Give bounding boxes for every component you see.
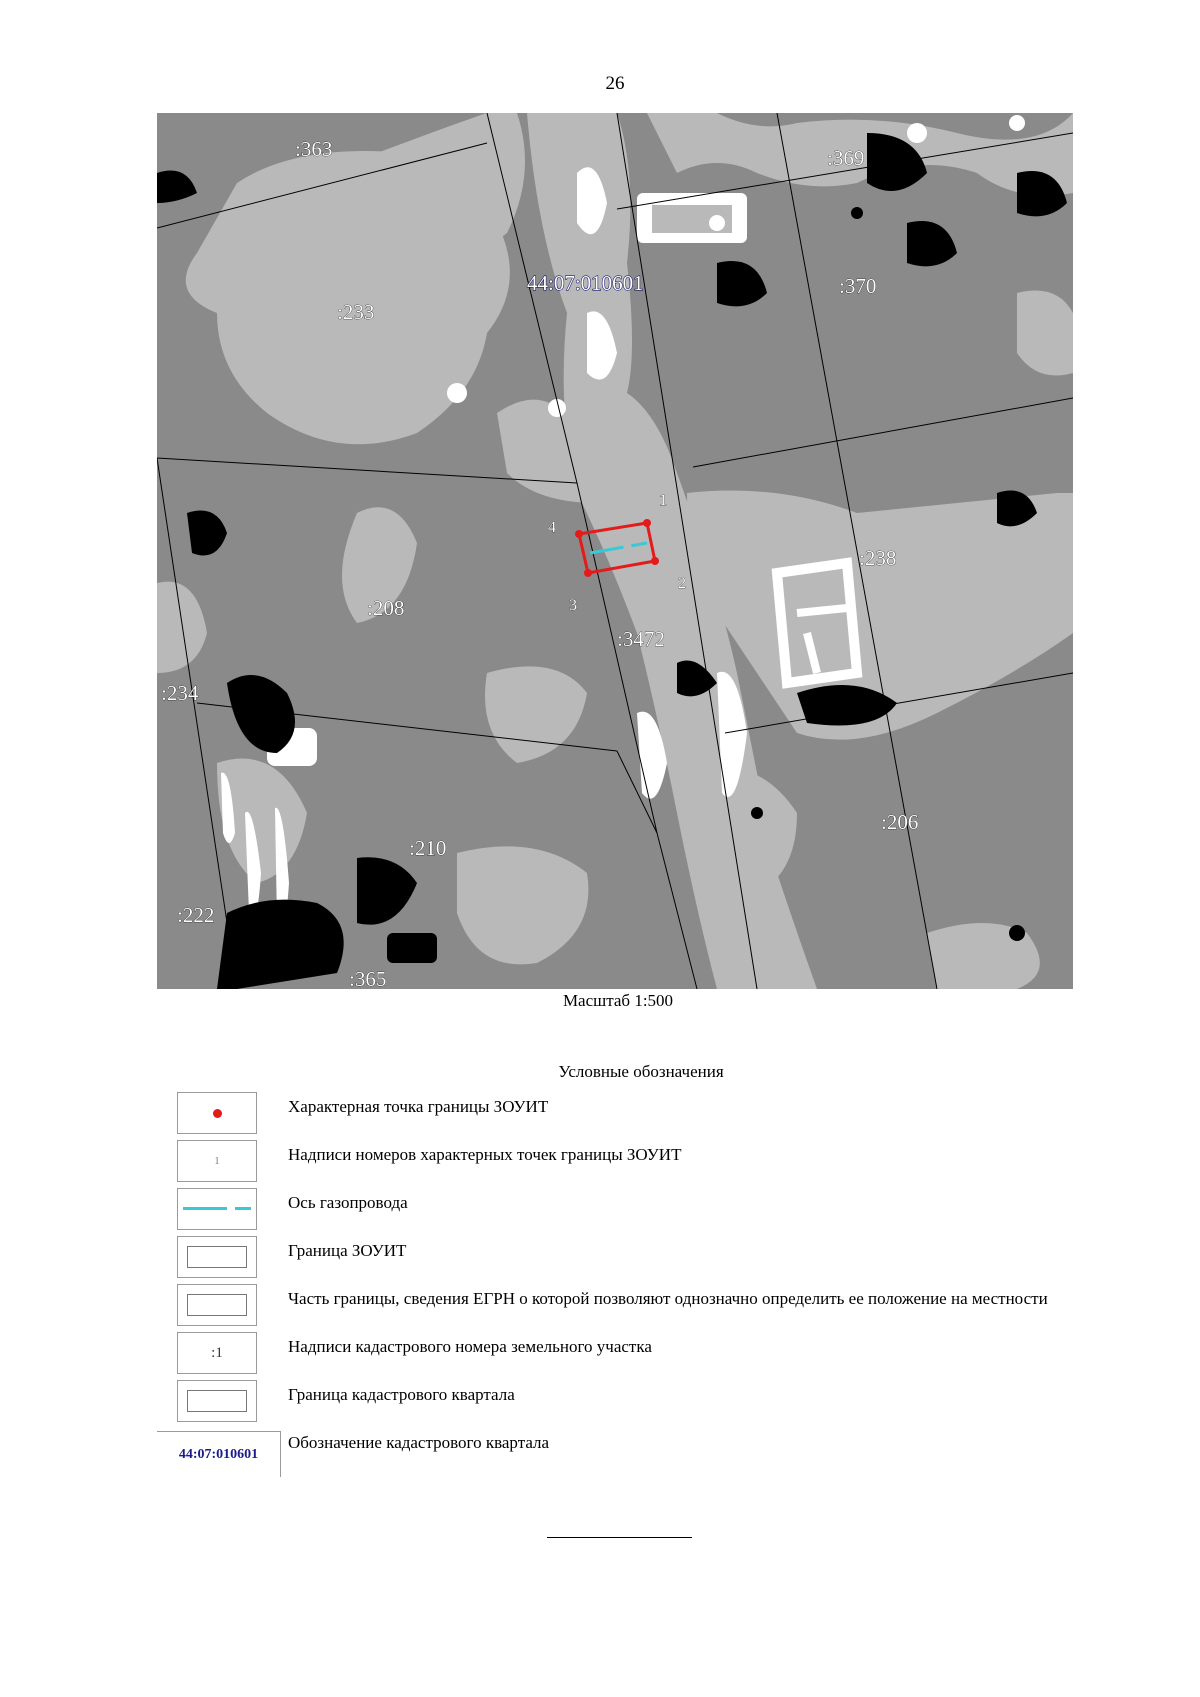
boundary-point-4 [575, 530, 583, 538]
boundary-point-1 [643, 519, 651, 527]
parcel-label: :369 [827, 146, 865, 170]
legend-item [157, 1092, 1077, 1140]
legend-text: Граница ЗОУИТ [288, 1241, 407, 1260]
legend-item [157, 1332, 1077, 1380]
parcel-label: :222 [177, 903, 215, 927]
boundary-point-3 [584, 569, 592, 577]
quarter-code-symbol: 44:07:010601 [178, 1446, 259, 1462]
cadastral-map [157, 113, 1073, 989]
legend-symbol [177, 1236, 257, 1278]
legend-text: Граница кадастрового квартала [288, 1385, 515, 1404]
parcel-label: :3472 [617, 627, 665, 651]
legend-item [157, 1380, 1077, 1428]
legend-item [157, 1284, 1077, 1332]
legend-text: Надписи номеров характерных точек границы ЗОУИТ [288, 1145, 682, 1164]
legend-text: Ось газопровода [288, 1193, 408, 1212]
footer-divider [547, 1537, 692, 1538]
rectangle-icon [187, 1294, 247, 1316]
legend-symbol [177, 1332, 257, 1374]
legend-symbol [177, 1284, 257, 1326]
red-dot-icon [213, 1109, 222, 1118]
rectangle-icon [187, 1390, 247, 1412]
legend-item [157, 1236, 1077, 1284]
parcel-label: :208 [367, 596, 405, 620]
point-label: 3 [569, 597, 577, 614]
legend-item [157, 1140, 1077, 1188]
legend-text: Характерная точка границы ЗОУИТ [288, 1097, 549, 1116]
parcel-label: :210 [409, 836, 447, 860]
page-number: 26 [605, 73, 625, 94]
cadastral-number-symbol: :1 [211, 1344, 223, 1361]
legend [157, 1092, 1077, 1476]
parcel-label: :370 [839, 274, 877, 298]
legend-text: Часть границы, сведения ЕГРН о которой позволяют однозначно определить ее положение на местности [288, 1289, 1048, 1308]
legend-item [157, 1188, 1077, 1236]
parcel-label: :238 [859, 546, 897, 570]
point-label: 1 [659, 492, 667, 509]
parcel-label: :234 [161, 681, 199, 705]
parcel-label: :206 [881, 810, 919, 834]
parcel-label: :365 [349, 967, 387, 989]
quarter-label: 44:07:010601 [527, 271, 644, 295]
point-label: 4 [548, 519, 556, 536]
legend-symbol [177, 1140, 257, 1182]
legend-text: Обозначение кадастрового квартала [288, 1433, 550, 1452]
point-label: 2 [678, 575, 686, 592]
dashed-line-icon [183, 1207, 251, 1211]
legend-item [157, 1428, 1077, 1476]
legend-title: Условные обозначения [558, 1062, 724, 1081]
point-number-symbol: 1 [214, 1155, 220, 1167]
legend-text: Надписи кадастрового номера земельного участка [288, 1337, 652, 1356]
parcel-label: :363 [295, 137, 333, 161]
legend-symbol [177, 1380, 257, 1422]
parcel-label: :233 [337, 300, 375, 324]
rectangle-icon [187, 1246, 247, 1268]
boundary-point-2 [651, 557, 659, 565]
legend-symbol [177, 1092, 257, 1134]
legend-symbol [177, 1188, 257, 1230]
legend-symbol [157, 1431, 281, 1477]
map-scale: Масштаб 1:500 [562, 991, 674, 1010]
